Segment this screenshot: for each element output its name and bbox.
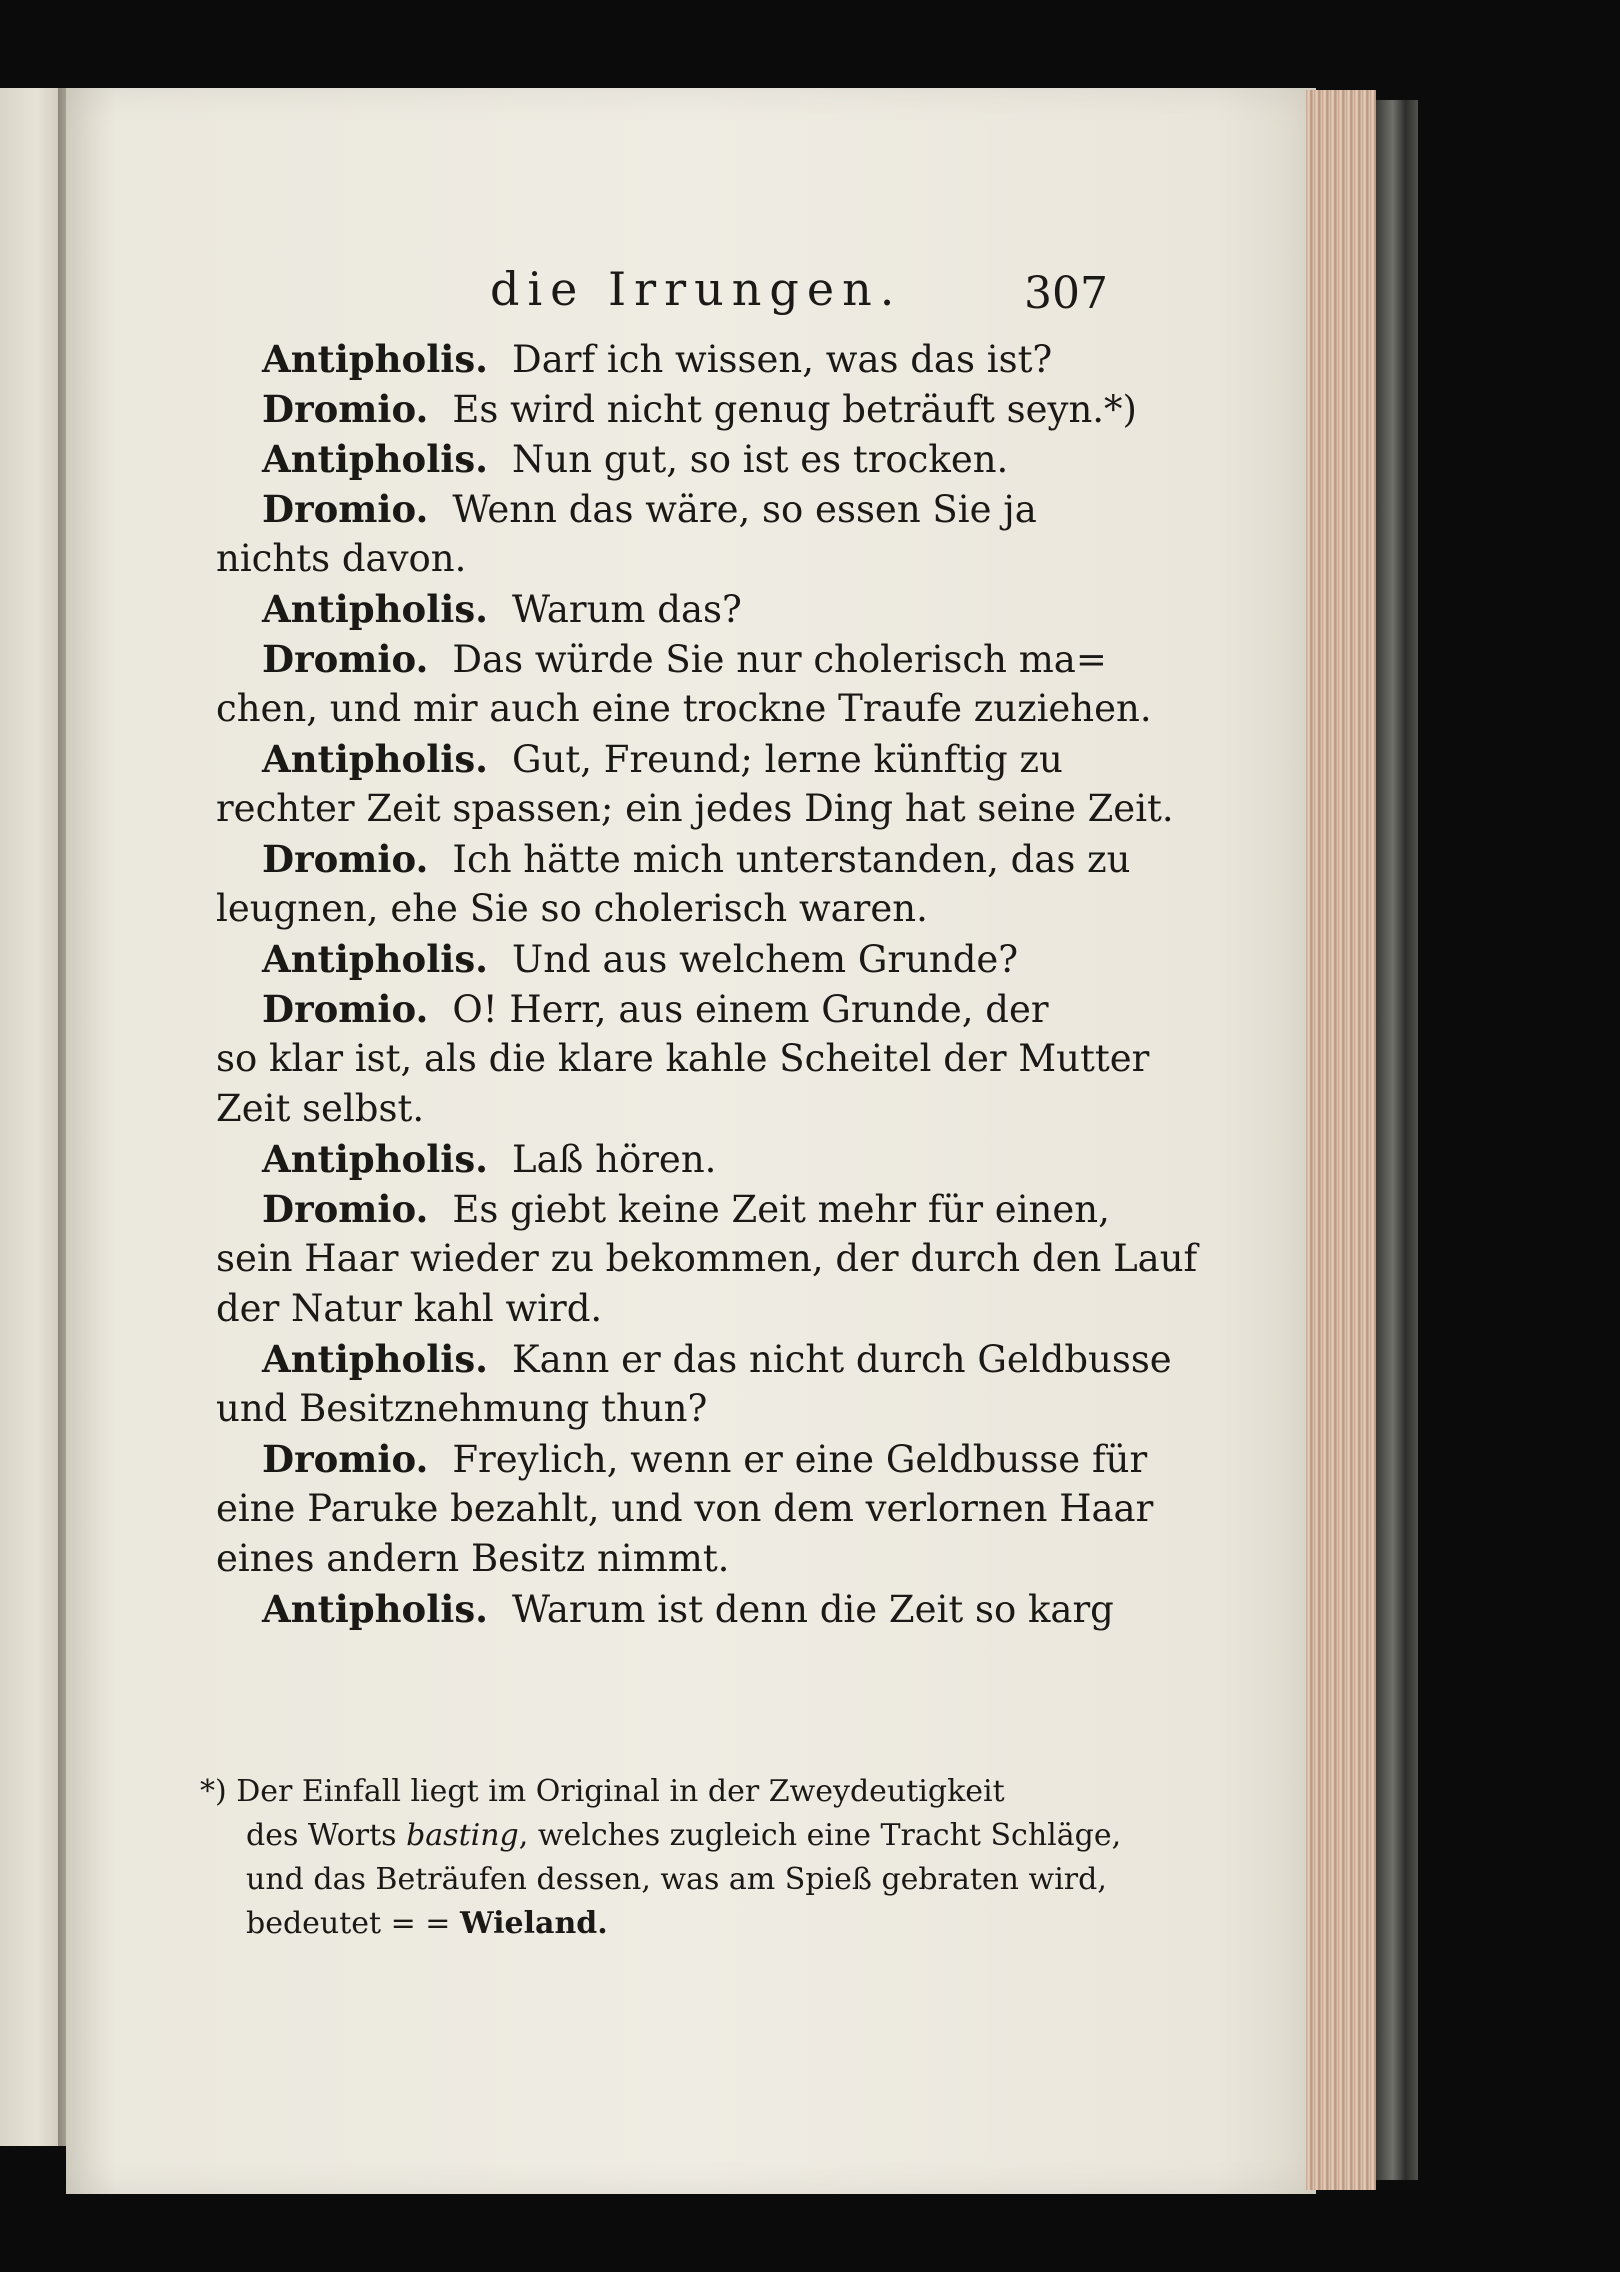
text-line xyxy=(216,1434,1148,1484)
line-text: Nun gut, so ist es trocken. xyxy=(512,438,1009,481)
footnote-english-term: basting xyxy=(406,1818,519,1853)
text-line xyxy=(216,434,1096,484)
line-text: Darf ich wissen, was das ist? xyxy=(512,338,1053,381)
text-line xyxy=(216,984,1096,1034)
line-text: rechter Zeit spassen; ein jedes Ding hat seine Zeit. xyxy=(216,787,1174,830)
footnote-text: bedeutet = = xyxy=(246,1906,460,1941)
line-text: O! Herr, aus einem Grunde, der xyxy=(452,988,1049,1031)
line-text: Es wird nicht genug beträuft seyn.*) xyxy=(452,388,1137,431)
speaker-name: Antipholis. xyxy=(262,737,489,781)
line-text: Das würde Sie nur cholerisch ma= xyxy=(452,638,1107,681)
speaker-name: Dromio. xyxy=(262,487,429,531)
text-line xyxy=(216,1234,1198,1284)
speaker-name: Dromio. xyxy=(262,387,429,431)
line-text: Es giebt keine Zeit mehr für einen, xyxy=(452,1188,1110,1231)
line-text: Zeit selbst. xyxy=(216,1087,425,1130)
footnote-line: und das Beträufen dessen, was am Spieß gebraten wird, xyxy=(246,1862,1107,1897)
running-head: die Irrungen. xyxy=(490,262,903,316)
line-text: Gut, Freund; lerne künftig zu xyxy=(512,738,1063,781)
speaker-name: Antipholis. xyxy=(262,1587,489,1631)
text-line xyxy=(216,384,1137,434)
speaker-name: Dromio. xyxy=(262,1437,429,1481)
text-line xyxy=(216,1034,1150,1084)
line-text: nichts davon. xyxy=(216,537,467,580)
line-text: und Besitznehmung thun? xyxy=(216,1387,708,1430)
line-text: Und aus welchem Grunde? xyxy=(512,938,1019,981)
footnote-line xyxy=(200,1814,1122,1858)
line-text: Wenn das wäre, so essen Sie ja xyxy=(452,488,1037,531)
page-number: 307 xyxy=(1024,268,1108,319)
line-text: Laß hören. xyxy=(512,1138,717,1181)
text-line xyxy=(216,1134,1096,1184)
speaker-name: Antipholis. xyxy=(262,1337,489,1381)
line-text: der Natur kahl wird. xyxy=(216,1287,603,1330)
footnote-line: *) Der Einfall liegt im Original in der Zweydeutigkeit xyxy=(200,1774,1005,1809)
text-line xyxy=(216,684,1152,734)
footnote-text: , welches zugleich eine Tracht Schläge, xyxy=(518,1818,1122,1853)
text-line xyxy=(216,1084,1096,1134)
text-line xyxy=(216,884,1096,934)
speaker-name: Dromio. xyxy=(262,1187,429,1231)
footnote xyxy=(200,1770,1122,1946)
speaker-name: Dromio. xyxy=(262,637,429,681)
text-line xyxy=(216,1484,1154,1534)
text-line xyxy=(216,1184,1110,1234)
speaker-name: Dromio. xyxy=(262,837,429,881)
speaker-name: Antipholis. xyxy=(262,1137,489,1181)
text-line xyxy=(216,534,1096,584)
speaker-name: Antipholis. xyxy=(262,587,489,631)
speaker-name: Antipholis. xyxy=(262,337,489,381)
footnote-line xyxy=(200,1902,1100,1946)
text-line xyxy=(216,1534,1096,1584)
line-text: leugnen, ehe Sie so cholerisch waren. xyxy=(216,887,928,930)
text-line xyxy=(216,1284,1096,1334)
line-text: Warum das? xyxy=(512,588,742,631)
dialogue-text xyxy=(216,334,1198,1634)
footnote-author: Wieland. xyxy=(459,1906,608,1941)
line-text: Freylich, wenn er eine Geldbusse für xyxy=(452,1438,1148,1481)
line-text: Ich hätte mich unterstanden, das zu xyxy=(452,838,1131,881)
speaker-name: Antipholis. xyxy=(262,937,489,981)
text-line xyxy=(216,634,1107,684)
line-text: so klar ist, als die klare kahle Scheitel der Mutter xyxy=(216,1037,1150,1080)
speaker-name: Dromio. xyxy=(262,987,429,1031)
line-text: Warum ist denn die Zeit so karg xyxy=(512,1588,1114,1631)
speaker-name: Antipholis. xyxy=(262,437,489,481)
line-text: eines andern Besitz nimmt. xyxy=(216,1537,730,1580)
line-text: Kann er das nicht durch Geldbusse xyxy=(512,1338,1172,1381)
text-line xyxy=(216,1334,1172,1384)
text-line xyxy=(216,934,1096,984)
facing-page-edge xyxy=(0,88,65,2146)
text-line xyxy=(216,1384,1096,1434)
text-line xyxy=(216,584,1096,634)
line-text: chen, und mir auch eine trockne Traufe zuziehen. xyxy=(216,687,1152,730)
line-text: sein Haar wieder zu bekommen, der durch den Lauf xyxy=(216,1237,1198,1280)
book-cover-edge xyxy=(1376,100,1418,2180)
text-line xyxy=(216,784,1174,834)
page-edges xyxy=(1306,90,1376,2190)
text-line xyxy=(216,334,1096,384)
text-line xyxy=(216,1584,1114,1634)
text-line xyxy=(216,484,1096,534)
text-line xyxy=(216,734,1096,784)
footnote-text: des Worts xyxy=(246,1818,407,1853)
text-line xyxy=(216,834,1131,884)
line-text: eine Paruke bezahlt, und von dem verlornen Haar xyxy=(216,1487,1154,1530)
